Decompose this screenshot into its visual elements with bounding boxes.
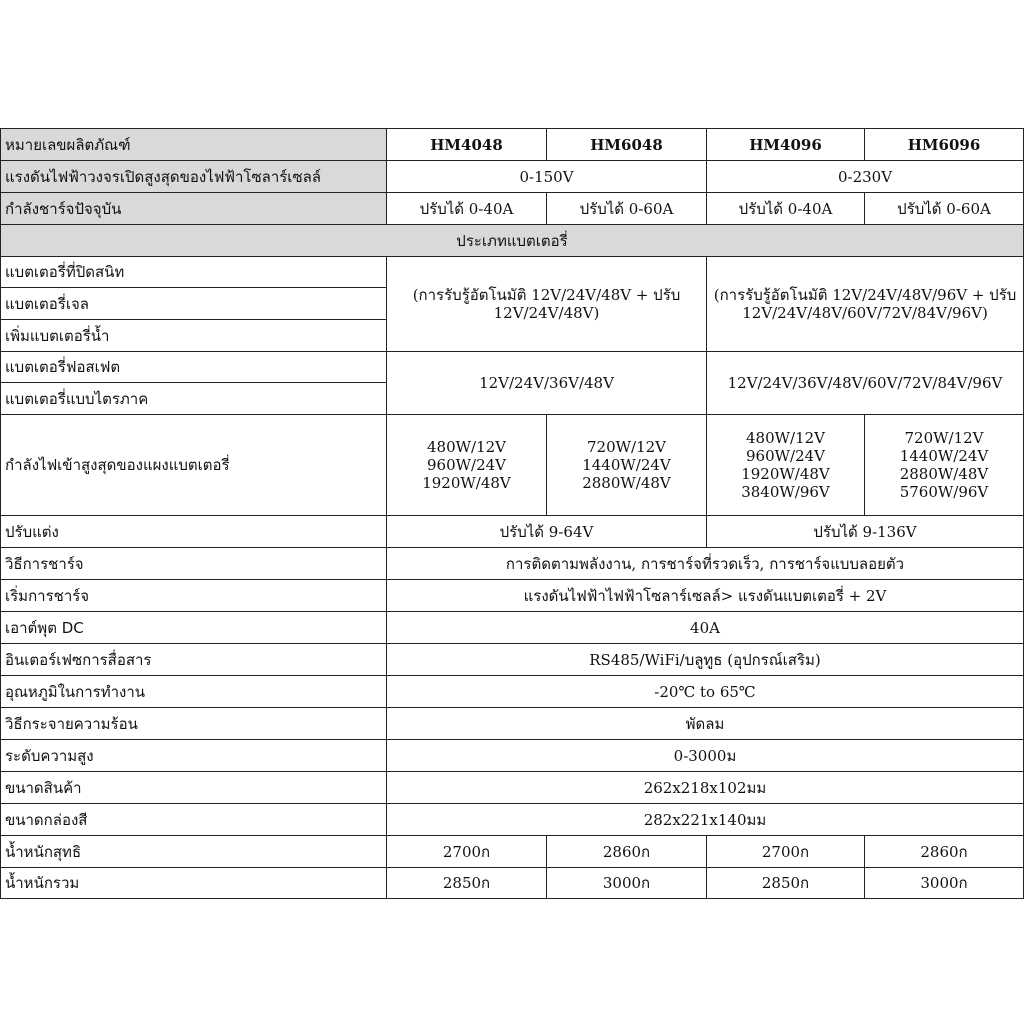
row-charge-method: [1, 548, 1024, 580]
lithium-left: 12V/24V/36V/48V: [387, 352, 707, 415]
power-line: 1440W/24V: [582, 456, 671, 474]
net-weight-hm6096: 2860ก: [865, 836, 1024, 868]
row-model: [1, 129, 1024, 161]
product-size-label: ขนาดสินค้า: [1, 772, 387, 804]
temperature-label: อุณหภูมิในการทำงาน: [1, 676, 387, 708]
charge-method-value: การติดตามพลังงาน, การชาร์จที่รวดเร็ว, การชาร์จแบบลอยตัว: [387, 548, 1024, 580]
altitude-label: ระดับความสูง: [1, 740, 387, 772]
power-line: 960W/24V: [745, 447, 826, 465]
power-line: 480W/12V: [745, 429, 826, 447]
power-line: 5760W/96V: [899, 483, 989, 501]
pv-voltage-left: 0-150V: [387, 161, 707, 193]
max-pv-power-label: กำลังไฟเข้าสูงสุดของแผงแบตเตอรี่: [1, 415, 387, 516]
power-line: 2880W/48V: [582, 474, 671, 492]
cooling-label: วิธีกระจายความร้อน: [1, 708, 387, 740]
power-line: 720W/12V: [586, 438, 667, 456]
lithium-right: 12V/24V/36V/48V/60V/72V/84V/96V: [707, 352, 1024, 415]
max-pv-power-hm6096: [865, 415, 1024, 516]
adjust-label: ปรับแต่ง: [1, 516, 387, 548]
sealed-battery-label: แบตเตอรี่ที่ปิดสนิท: [1, 257, 387, 288]
interface-value: RS485/WiFi/บลูทูธ (อุปกรณ์เสริม): [387, 644, 1024, 676]
charge-current-hm4048: ปรับได้ 0-40A: [387, 193, 547, 225]
max-pv-power-hm6048: [547, 415, 707, 516]
row-temperature: [1, 676, 1024, 708]
row-altitude: [1, 740, 1024, 772]
charge-method-label: วิธีการชาร์จ: [1, 548, 387, 580]
model-hm4048: HM4048: [387, 129, 547, 161]
power-line: 960W/24V: [426, 456, 507, 474]
charge-start-value: แรงดันไฟฟ้าไฟฟ้าโซลาร์เซลล์> แรงดันแบตเตอรี่ + 2V: [387, 580, 1024, 612]
row-charge-start: [1, 580, 1024, 612]
gross-weight-hm4096: 2850ก: [707, 868, 865, 899]
altitude-value: 0-3000ม: [387, 740, 1024, 772]
gross-weight-hm4048: 2850ก: [387, 868, 547, 899]
charge-current-label: กำลังชาร์จปัจจุบัน: [1, 193, 387, 225]
dc-output-label: เอาต์พุต DC: [1, 612, 387, 644]
power-line: 2880W/48V: [899, 465, 989, 483]
power-line: 480W/12V: [426, 438, 507, 456]
flooded-battery-label: เพิ่มแบตเตอรี่น้ำ: [1, 320, 387, 352]
model-hm4096: HM4096: [707, 129, 865, 161]
row-gross-weight: [1, 868, 1024, 899]
box-size-label: ขนาดกล่องสี: [1, 804, 387, 836]
gross-weight-hm6096: 3000ก: [865, 868, 1024, 899]
lifepo4-battery-label: แบตเตอรี่ฟอสเฟต: [1, 352, 387, 383]
max-pv-power-hm4048: [387, 415, 547, 516]
adjust-left: ปรับได้ 9-64V: [387, 516, 707, 548]
model-label: หมายเลขผลิตภัณฑ์: [1, 129, 387, 161]
power-line: 1440W/24V: [899, 447, 989, 465]
row-cooling: [1, 708, 1024, 740]
row-lifepo4: [1, 352, 1024, 383]
lead-acid-right: (การรับรู้อัตโนมัติ 12V/24V/48V/96V + ปรับ 12V/24V/48V/60V/72V/84V/96V): [707, 257, 1024, 352]
row-charge-current: [1, 193, 1024, 225]
adjust-right: ปรับได้ 9-136V: [707, 516, 1024, 548]
row-box-size: [1, 804, 1024, 836]
power-line: 1920W/48V: [741, 465, 830, 483]
charge-current-hm6096: ปรับได้ 0-60A: [865, 193, 1024, 225]
row-dc-output: [1, 612, 1024, 644]
row-product-size: [1, 772, 1024, 804]
gel-battery-label: แบตเตอรี่เจล: [1, 288, 387, 320]
temperature-value: -20℃ to 65℃: [387, 676, 1024, 708]
row-adjust: [1, 516, 1024, 548]
max-pv-power-hm4096: [707, 415, 865, 516]
pv-voltage-right: 0-230V: [707, 161, 1024, 193]
row-net-weight: [1, 836, 1024, 868]
pv-voltage-label: แรงดันไฟฟ้าวงจรเปิดสูงสุดของไฟฟ้าโซลาร์เซลล์: [1, 161, 387, 193]
charge-current-hm6048: ปรับได้ 0-60A: [547, 193, 707, 225]
box-size-value: 282x221x140มม: [387, 804, 1024, 836]
model-hm6048: HM6048: [547, 129, 707, 161]
spec-table: [0, 128, 1024, 899]
power-line: 1920W/48V: [422, 474, 511, 492]
battery-type-title: ประเภทแบตเตอรี่: [1, 225, 1024, 257]
net-weight-hm6048: 2860ก: [547, 836, 707, 868]
net-weight-hm4048: 2700ก: [387, 836, 547, 868]
gross-weight-label: น้ำหนักรวม: [1, 868, 387, 899]
interface-label: อินเตอร์เฟซการสื่อสาร: [1, 644, 387, 676]
power-line: 720W/12V: [904, 429, 984, 447]
charge-current-hm4096: ปรับได้ 0-40A: [707, 193, 865, 225]
gross-weight-hm6048: 3000ก: [547, 868, 707, 899]
row-max-pv-power: [1, 415, 1024, 516]
lead-acid-left: (การรับรู้อัตโนมัติ 12V/24V/48V + ปรับ 12V/24V/48V): [387, 257, 707, 352]
dc-output-value: 40A: [387, 612, 1024, 644]
net-weight-label: น้ำหนักสุทธิ: [1, 836, 387, 868]
row-interface: [1, 644, 1024, 676]
cooling-value: พัดลม: [387, 708, 1024, 740]
row-pv-voltage: [1, 161, 1024, 193]
model-hm6096: HM6096: [865, 129, 1024, 161]
product-size-value: 262x218x102มม: [387, 772, 1024, 804]
power-line: 3840W/96V: [741, 483, 830, 501]
charge-start-label: เริ่มการชาร์จ: [1, 580, 387, 612]
row-battery-type-title: [1, 225, 1024, 257]
ternary-battery-label: แบตเตอรี่แบบไตรภาค: [1, 383, 387, 415]
row-sealed: [1, 257, 1024, 288]
net-weight-hm4096: 2700ก: [707, 836, 865, 868]
